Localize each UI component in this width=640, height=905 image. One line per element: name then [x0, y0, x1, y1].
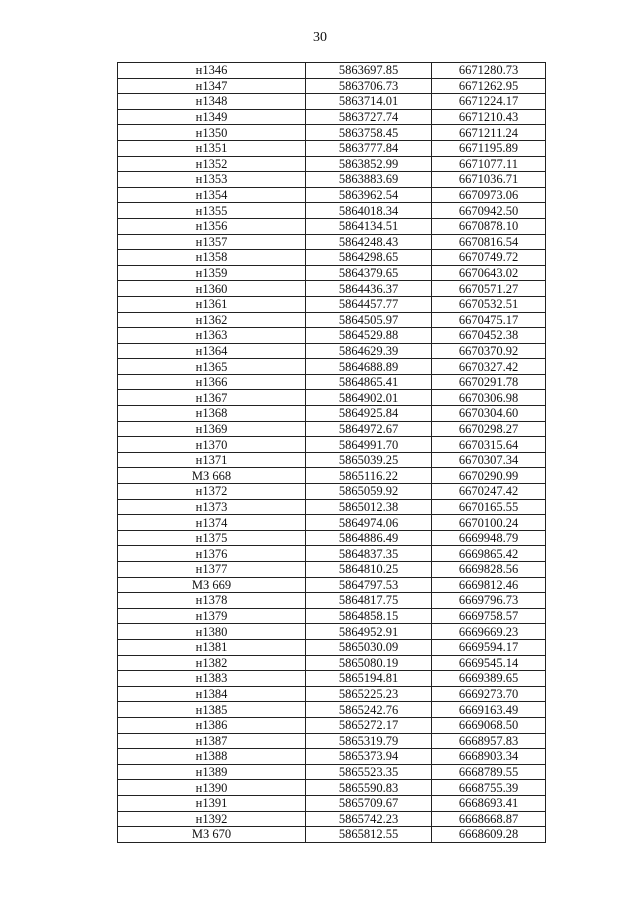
- point-id-cell: н1364: [118, 343, 306, 359]
- point-id-cell: н1389: [118, 764, 306, 780]
- table-row: [118, 234, 546, 250]
- y-coordinate-cell: 6669812.46: [432, 577, 546, 593]
- point-id-cell: н1376: [118, 546, 306, 562]
- y-coordinate-cell: 6670452.38: [432, 328, 546, 344]
- x-coordinate-cell: 5863714.01: [306, 94, 432, 110]
- y-coordinate-cell: 6668957.83: [432, 733, 546, 749]
- point-id-cell: н1370: [118, 437, 306, 453]
- y-coordinate-cell: 6670532.51: [432, 296, 546, 312]
- table-row: [118, 187, 546, 203]
- y-coordinate-cell: 6670291.78: [432, 374, 546, 390]
- x-coordinate-cell: 5863758.45: [306, 125, 432, 141]
- y-coordinate-cell: 6670571.27: [432, 281, 546, 297]
- point-id-cell: н1374: [118, 515, 306, 531]
- table-row: [118, 608, 546, 624]
- point-id-cell: н1358: [118, 250, 306, 266]
- x-coordinate-cell: 5864991.70: [306, 437, 432, 453]
- y-coordinate-cell: 6670298.27: [432, 421, 546, 437]
- x-coordinate-cell: 5864629.39: [306, 343, 432, 359]
- table-row: [118, 749, 546, 765]
- x-coordinate-cell: 5864886.49: [306, 530, 432, 546]
- table-row: [118, 624, 546, 640]
- y-coordinate-cell: 6669389.65: [432, 671, 546, 687]
- point-id-cell: н1382: [118, 655, 306, 671]
- x-coordinate-cell: 5865080.19: [306, 655, 432, 671]
- point-id-cell: н1362: [118, 312, 306, 328]
- x-coordinate-cell: 5864837.35: [306, 546, 432, 562]
- table-row: [118, 63, 546, 79]
- y-coordinate-cell: 6671210.43: [432, 109, 546, 125]
- point-id-cell: н1363: [118, 328, 306, 344]
- y-coordinate-cell: 6670304.60: [432, 406, 546, 422]
- x-coordinate-cell: 5864529.88: [306, 328, 432, 344]
- table-row: [118, 452, 546, 468]
- y-coordinate-cell: 6670370.92: [432, 343, 546, 359]
- point-id-cell: н1383: [118, 671, 306, 687]
- table-row: [118, 328, 546, 344]
- point-id-cell: н1351: [118, 140, 306, 156]
- table-row: [118, 780, 546, 796]
- y-coordinate-cell: 6670749.72: [432, 250, 546, 266]
- point-id-cell: н1365: [118, 359, 306, 375]
- x-coordinate-cell: 5863697.85: [306, 63, 432, 79]
- y-coordinate-cell: 6670307.34: [432, 452, 546, 468]
- x-coordinate-cell: 5864817.75: [306, 593, 432, 609]
- point-id-cell: МЗ 669: [118, 577, 306, 593]
- point-id-cell: н1381: [118, 639, 306, 655]
- x-coordinate-cell: 5865709.67: [306, 795, 432, 811]
- table-row: [118, 593, 546, 609]
- table-row: [118, 515, 546, 531]
- table-row: [118, 265, 546, 281]
- table-row: [118, 655, 546, 671]
- y-coordinate-cell: 6671077.11: [432, 156, 546, 172]
- y-coordinate-cell: 6670247.42: [432, 484, 546, 500]
- y-coordinate-cell: 6671195.89: [432, 140, 546, 156]
- x-coordinate-cell: 5865225.23: [306, 686, 432, 702]
- point-id-cell: МЗ 668: [118, 468, 306, 484]
- y-coordinate-cell: 6669796.73: [432, 593, 546, 609]
- point-id-cell: н1369: [118, 421, 306, 437]
- x-coordinate-cell: 5863706.73: [306, 78, 432, 94]
- x-coordinate-cell: 5864925.84: [306, 406, 432, 422]
- point-id-cell: н1354: [118, 187, 306, 203]
- table-row: [118, 717, 546, 733]
- table-row: [118, 374, 546, 390]
- table-row: [118, 296, 546, 312]
- y-coordinate-cell: 6670878.10: [432, 218, 546, 234]
- table-row: [118, 203, 546, 219]
- x-coordinate-cell: 5864972.67: [306, 421, 432, 437]
- y-coordinate-cell: 6670816.54: [432, 234, 546, 250]
- x-coordinate-cell: 5865272.17: [306, 717, 432, 733]
- x-coordinate-cell: 5864865.41: [306, 374, 432, 390]
- point-id-cell: н1387: [118, 733, 306, 749]
- table-row: [118, 702, 546, 718]
- point-id-cell: н1367: [118, 390, 306, 406]
- x-coordinate-cell: 5865039.25: [306, 452, 432, 468]
- point-id-cell: н1384: [118, 686, 306, 702]
- x-coordinate-cell: 5865242.76: [306, 702, 432, 718]
- table-row: [118, 639, 546, 655]
- x-coordinate-cell: 5864505.97: [306, 312, 432, 328]
- point-id-cell: н1375: [118, 530, 306, 546]
- y-coordinate-cell: 6668609.28: [432, 827, 546, 843]
- table-row: [118, 546, 546, 562]
- x-coordinate-cell: 5865742.23: [306, 811, 432, 827]
- table-row: [118, 359, 546, 375]
- x-coordinate-cell: 5864457.77: [306, 296, 432, 312]
- table-row: [118, 733, 546, 749]
- point-id-cell: н1368: [118, 406, 306, 422]
- x-coordinate-cell: 5864298.65: [306, 250, 432, 266]
- table-row: [118, 406, 546, 422]
- x-coordinate-cell: 5864436.37: [306, 281, 432, 297]
- point-id-cell: н1355: [118, 203, 306, 219]
- x-coordinate-cell: 5865194.81: [306, 671, 432, 687]
- point-id-cell: н1373: [118, 499, 306, 515]
- point-id-cell: н1347: [118, 78, 306, 94]
- x-coordinate-cell: 5864134.51: [306, 218, 432, 234]
- page-number: 30: [313, 30, 327, 45]
- x-coordinate-cell: 5864952.91: [306, 624, 432, 640]
- x-coordinate-cell: 5864688.89: [306, 359, 432, 375]
- x-coordinate-cell: 5864018.34: [306, 203, 432, 219]
- point-id-cell: н1372: [118, 484, 306, 500]
- y-coordinate-cell: 6670306.98: [432, 390, 546, 406]
- y-coordinate-cell: 6669594.17: [432, 639, 546, 655]
- y-coordinate-cell: 6669828.56: [432, 562, 546, 578]
- point-id-cell: н1356: [118, 218, 306, 234]
- x-coordinate-cell: 5865059.92: [306, 484, 432, 500]
- table-row: [118, 577, 546, 593]
- x-coordinate-cell: 5865373.94: [306, 749, 432, 765]
- y-coordinate-cell: 6670315.64: [432, 437, 546, 453]
- point-id-cell: н1346: [118, 63, 306, 79]
- y-coordinate-cell: 6671036.71: [432, 172, 546, 188]
- point-id-cell: н1349: [118, 109, 306, 125]
- table-row: [118, 562, 546, 578]
- x-coordinate-cell: 5865590.83: [306, 780, 432, 796]
- table-row: [118, 484, 546, 500]
- table-row: [118, 795, 546, 811]
- x-coordinate-cell: 5865523.35: [306, 764, 432, 780]
- point-id-cell: н1371: [118, 452, 306, 468]
- table-row: [118, 94, 546, 110]
- table-row: [118, 281, 546, 297]
- point-id-cell: н1379: [118, 608, 306, 624]
- y-coordinate-cell: 6671280.73: [432, 63, 546, 79]
- point-id-cell: н1359: [118, 265, 306, 281]
- y-coordinate-cell: 6669865.42: [432, 546, 546, 562]
- point-id-cell: н1377: [118, 562, 306, 578]
- table-row: [118, 390, 546, 406]
- y-coordinate-cell: 6668668.87: [432, 811, 546, 827]
- point-id-cell: н1380: [118, 624, 306, 640]
- y-coordinate-cell: 6670165.55: [432, 499, 546, 515]
- table-row: [118, 421, 546, 437]
- point-id-cell: н1360: [118, 281, 306, 297]
- x-coordinate-cell: 5864858.15: [306, 608, 432, 624]
- y-coordinate-cell: 6670290.99: [432, 468, 546, 484]
- table-row: [118, 811, 546, 827]
- x-coordinate-cell: 5863962.54: [306, 187, 432, 203]
- y-coordinate-cell: 6671224.17: [432, 94, 546, 110]
- table-row: [118, 468, 546, 484]
- y-coordinate-cell: 6670643.02: [432, 265, 546, 281]
- y-coordinate-cell: 6670973.06: [432, 187, 546, 203]
- x-coordinate-cell: 5864974.06: [306, 515, 432, 531]
- y-coordinate-cell: 6669758.57: [432, 608, 546, 624]
- point-id-cell: н1390: [118, 780, 306, 796]
- table-row: [118, 530, 546, 546]
- y-coordinate-cell: 6670100.24: [432, 515, 546, 531]
- x-coordinate-cell: 5863852.99: [306, 156, 432, 172]
- point-id-cell: н1348: [118, 94, 306, 110]
- point-id-cell: н1366: [118, 374, 306, 390]
- point-id-cell: н1385: [118, 702, 306, 718]
- x-coordinate-cell: 5865812.55: [306, 827, 432, 843]
- point-id-cell: н1361: [118, 296, 306, 312]
- y-coordinate-cell: 6669273.70: [432, 686, 546, 702]
- x-coordinate-cell: 5864379.65: [306, 265, 432, 281]
- table-row: [118, 140, 546, 156]
- y-coordinate-cell: 6668789.55: [432, 764, 546, 780]
- point-id-cell: н1357: [118, 234, 306, 250]
- point-id-cell: н1353: [118, 172, 306, 188]
- point-id-cell: н1392: [118, 811, 306, 827]
- table-row: [118, 78, 546, 94]
- table-row: [118, 125, 546, 141]
- x-coordinate-cell: 5865116.22: [306, 468, 432, 484]
- x-coordinate-cell: 5863777.84: [306, 140, 432, 156]
- x-coordinate-cell: 5865030.09: [306, 639, 432, 655]
- point-id-cell: н1378: [118, 593, 306, 609]
- y-coordinate-cell: 6669669.23: [432, 624, 546, 640]
- table-row: [118, 156, 546, 172]
- point-id-cell: н1386: [118, 717, 306, 733]
- table-row: [118, 764, 546, 780]
- table-row: [118, 218, 546, 234]
- x-coordinate-cell: 5864797.53: [306, 577, 432, 593]
- y-coordinate-cell: 6671211.24: [432, 125, 546, 141]
- y-coordinate-cell: 6668903.34: [432, 749, 546, 765]
- table-row: [118, 671, 546, 687]
- table-row: [118, 343, 546, 359]
- y-coordinate-cell: 6668755.39: [432, 780, 546, 796]
- x-coordinate-cell: 5864902.01: [306, 390, 432, 406]
- coordinates-table-body: [118, 63, 546, 843]
- x-coordinate-cell: 5863883.69: [306, 172, 432, 188]
- point-id-cell: н1350: [118, 125, 306, 141]
- x-coordinate-cell: 5865319.79: [306, 733, 432, 749]
- y-coordinate-cell: 6669545.14: [432, 655, 546, 671]
- y-coordinate-cell: 6669948.79: [432, 530, 546, 546]
- table-row: [118, 437, 546, 453]
- table-row: [118, 499, 546, 515]
- y-coordinate-cell: 6670327.42: [432, 359, 546, 375]
- y-coordinate-cell: 6669068.50: [432, 717, 546, 733]
- table-row: [118, 686, 546, 702]
- coordinates-table: [117, 62, 546, 843]
- x-coordinate-cell: 5863727.74: [306, 109, 432, 125]
- y-coordinate-cell: 6668693.41: [432, 795, 546, 811]
- x-coordinate-cell: 5864248.43: [306, 234, 432, 250]
- point-id-cell: н1388: [118, 749, 306, 765]
- y-coordinate-cell: 6670942.50: [432, 203, 546, 219]
- point-id-cell: н1391: [118, 795, 306, 811]
- table-row: [118, 109, 546, 125]
- y-coordinate-cell: 6671262.95: [432, 78, 546, 94]
- point-id-cell: н1352: [118, 156, 306, 172]
- table-row: [118, 827, 546, 843]
- point-id-cell: МЗ 670: [118, 827, 306, 843]
- table-row: [118, 312, 546, 328]
- y-coordinate-cell: 6670475.17: [432, 312, 546, 328]
- table-row: [118, 250, 546, 266]
- x-coordinate-cell: 5864810.25: [306, 562, 432, 578]
- x-coordinate-cell: 5865012.38: [306, 499, 432, 515]
- table-row: [118, 172, 546, 188]
- y-coordinate-cell: 6669163.49: [432, 702, 546, 718]
